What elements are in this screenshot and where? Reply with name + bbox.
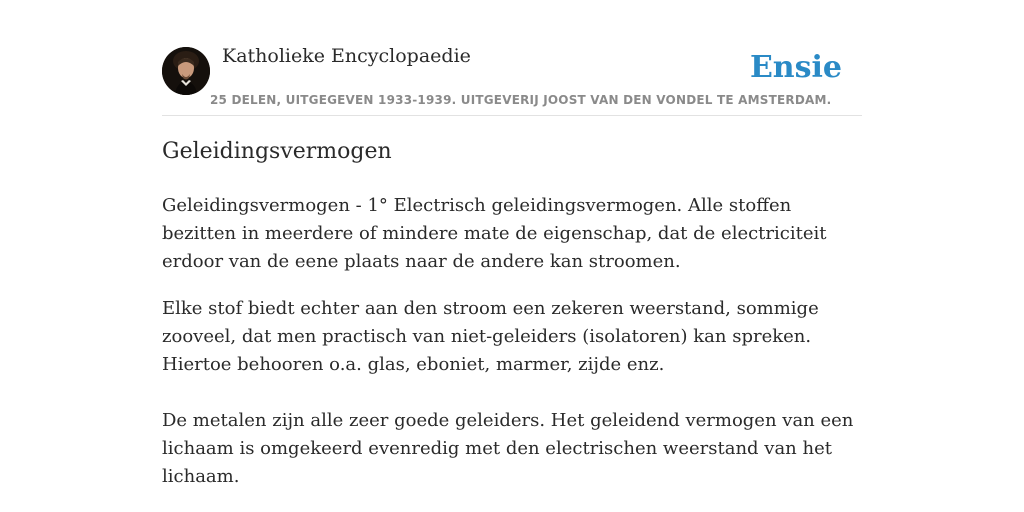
article-paragraph: De metalen zijn alle zeer goede geleiders. Het geleidend vermogen van een lichaam is omgekeerd evenredig met den electrischen weerstand van het lichaam. (162, 410, 854, 487)
page (162, 0, 862, 512)
site-header (162, 0, 862, 116)
article-title: Geleidingsvermogen (162, 139, 392, 164)
publication-title[interactable]: Katholieke Encyclopaedie (222, 45, 471, 67)
publication-subtitle: 25 DELEN, UITGEGEVEN 1933-1939. UITGEVERIJ JOOST VAN DEN VONDEL TE AMSTERDAM. (210, 93, 832, 107)
ensie-logo-link[interactable]: Ensie (749, 50, 842, 85)
article-paragraph: Elke stof biedt echter aan den stroom een zekeren weerstand, sommige zooveel, dat men practisch van niet-geleiders (isolatoren) kan spreken. Hiertoe behooren o.a. glas, eboniet, marmer, zijde enz. (162, 298, 819, 375)
portrait-avatar-icon (162, 47, 210, 95)
publication-avatar[interactable] (162, 47, 210, 95)
article-paragraph: Geleidingsvermogen - 1° Electrisch geleidingsvermogen. Alle stoffen bezitten in meerdere of mindere mate de eigenschap, dat de electriciteit erdoor van de eene plaats naar de andere kan stroomen. (162, 195, 827, 272)
